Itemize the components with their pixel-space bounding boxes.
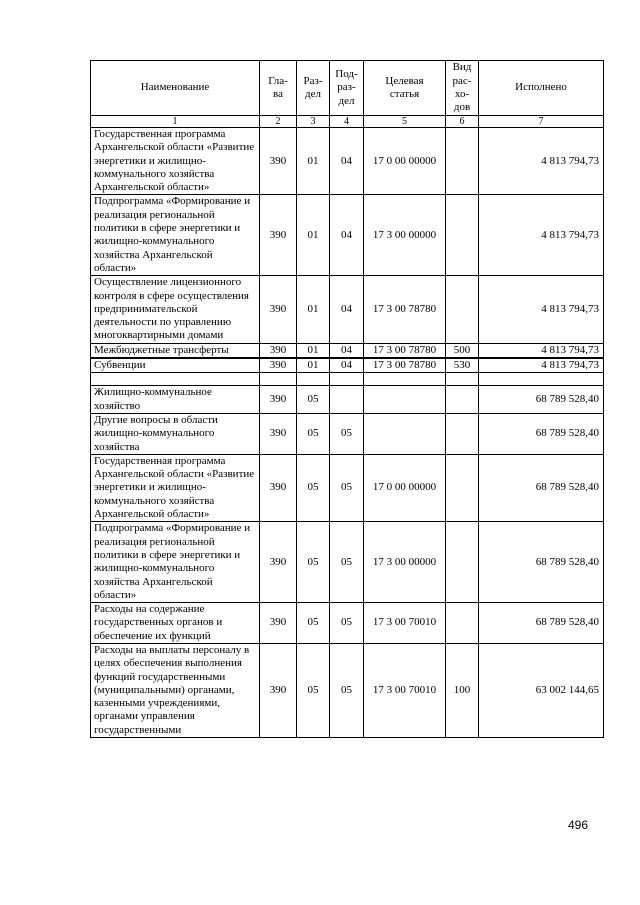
cell-podrazdel bbox=[330, 386, 364, 414]
cell-razdel: 01 bbox=[297, 276, 330, 343]
cell-podrazdel: 05 bbox=[330, 454, 364, 521]
cell-glava: 390 bbox=[260, 603, 297, 644]
cell-podrazdel: 05 bbox=[330, 413, 364, 454]
cell-vid bbox=[446, 386, 479, 414]
table-row bbox=[91, 195, 604, 276]
cell-name bbox=[91, 373, 260, 386]
table-row bbox=[91, 522, 604, 603]
cell-name: Субвенции bbox=[91, 358, 260, 373]
cell-name: Государственная программа Архангельской области «Развитие энергетики и жилищно-коммунального хозяйства Архангельской области» bbox=[91, 128, 260, 195]
cell-name: Жилищно-коммунальное хозяйство bbox=[91, 386, 260, 414]
cell-vid bbox=[446, 128, 479, 195]
column-number: 1 bbox=[91, 116, 260, 128]
cell-podrazdel: 04 bbox=[330, 276, 364, 343]
table-row bbox=[91, 454, 604, 521]
cell-glava: 390 bbox=[260, 386, 297, 414]
cell-target: 17 3 00 00000 bbox=[364, 522, 446, 603]
column-number: 7 bbox=[479, 116, 604, 128]
cell-target: 17 3 00 70010 bbox=[364, 603, 446, 644]
cell-podrazdel bbox=[330, 373, 364, 386]
column-number-row bbox=[91, 116, 604, 128]
cell-name: Государственная программа Архангельской области «Развитие энергетики и жилищно-коммунального хозяйства Архангельской области» bbox=[91, 454, 260, 521]
cell-glava: 390 bbox=[260, 643, 297, 737]
cell-razdel: 01 bbox=[297, 128, 330, 195]
cell-glava: 390 bbox=[260, 358, 297, 373]
cell-razdel: 05 bbox=[297, 643, 330, 737]
cell-vid bbox=[446, 522, 479, 603]
cell-target bbox=[364, 373, 446, 386]
budget-table bbox=[90, 60, 604, 738]
cell-name: Осуществление лицензионного контроля в сфере осуществления предпринимательской деятельности по управлению многоквартирными домами bbox=[91, 276, 260, 343]
cell-razdel: 05 bbox=[297, 603, 330, 644]
cell-target: 17 3 00 00000 bbox=[364, 195, 446, 276]
table-row bbox=[91, 373, 604, 386]
cell-glava: 390 bbox=[260, 522, 297, 603]
cell-executed: 68 789 528,40 bbox=[479, 413, 604, 454]
column-number: 3 bbox=[297, 116, 330, 128]
cell-executed: 68 789 528,40 bbox=[479, 454, 604, 521]
cell-vid bbox=[446, 603, 479, 644]
cell-target: 17 0 00 00000 bbox=[364, 128, 446, 195]
page-number: 496 bbox=[568, 818, 589, 832]
cell-name: Подпрограмма «Формирование и реализация региональной политики в сфере энергетики и жилищно-коммунального хозяйства Архангельской области» bbox=[91, 522, 260, 603]
cell-razdel: 05 bbox=[297, 522, 330, 603]
header-razdel: Раз- дел bbox=[297, 61, 330, 116]
cell-executed: 4 813 794,73 bbox=[479, 358, 604, 373]
cell-vid: 100 bbox=[446, 643, 479, 737]
cell-name: Другие вопросы в области жилищно-коммунального хозяйства bbox=[91, 413, 260, 454]
cell-podrazdel: 04 bbox=[330, 343, 364, 358]
cell-glava: 390 bbox=[260, 276, 297, 343]
cell-target: 17 0 00 00000 bbox=[364, 454, 446, 521]
cell-vid: 500 bbox=[446, 343, 479, 358]
table-row bbox=[91, 358, 604, 373]
cell-target: 17 3 00 70010 bbox=[364, 643, 446, 737]
cell-name: Расходы на содержание государственных органов и обеспечение их функций bbox=[91, 603, 260, 644]
column-number: 5 bbox=[364, 116, 446, 128]
cell-razdel: 01 bbox=[297, 358, 330, 373]
cell-vid: 530 bbox=[446, 358, 479, 373]
table-row bbox=[91, 603, 604, 644]
cell-target: 17 3 00 78780 bbox=[364, 276, 446, 343]
cell-executed bbox=[479, 373, 604, 386]
cell-glava: 390 bbox=[260, 413, 297, 454]
cell-razdel: 01 bbox=[297, 195, 330, 276]
cell-name: Расходы на выплаты персоналу в целях обеспечения выполнения функций государственными (муниципальными) органами, казенными учреждениями, органами управления государственными bbox=[91, 643, 260, 737]
column-number: 6 bbox=[446, 116, 479, 128]
cell-razdel: 05 bbox=[297, 386, 330, 414]
cell-target: 17 3 00 78780 bbox=[364, 343, 446, 358]
table-row bbox=[91, 643, 604, 737]
cell-vid bbox=[446, 454, 479, 521]
cell-razdel: 05 bbox=[297, 413, 330, 454]
header-name: Наименование bbox=[91, 61, 260, 116]
header-vid: Вид рас- хо- дов bbox=[446, 61, 479, 116]
table-row bbox=[91, 413, 604, 454]
header-row bbox=[91, 61, 604, 116]
table-row bbox=[91, 386, 604, 414]
cell-target bbox=[364, 413, 446, 454]
table-row bbox=[91, 343, 604, 358]
header-target: Целевая статья bbox=[364, 61, 446, 116]
cell-executed: 4 813 794,73 bbox=[479, 195, 604, 276]
cell-executed: 4 813 794,73 bbox=[479, 128, 604, 195]
cell-executed: 68 789 528,40 bbox=[479, 386, 604, 414]
cell-executed: 68 789 528,40 bbox=[479, 522, 604, 603]
cell-target bbox=[364, 386, 446, 414]
cell-razdel: 01 bbox=[297, 343, 330, 358]
header-executed: Исполнено bbox=[479, 61, 604, 116]
cell-vid bbox=[446, 276, 479, 343]
cell-razdel bbox=[297, 373, 330, 386]
cell-razdel: 05 bbox=[297, 454, 330, 521]
cell-podrazdel: 05 bbox=[330, 643, 364, 737]
cell-glava: 390 bbox=[260, 343, 297, 358]
cell-vid bbox=[446, 373, 479, 386]
cell-vid bbox=[446, 195, 479, 276]
cell-glava: 390 bbox=[260, 454, 297, 521]
column-number: 4 bbox=[330, 116, 364, 128]
cell-podrazdel: 05 bbox=[330, 603, 364, 644]
cell-podrazdel: 05 bbox=[330, 522, 364, 603]
cell-executed: 68 789 528,40 bbox=[479, 603, 604, 644]
cell-name: Межбюджетные трансферты bbox=[91, 343, 260, 358]
cell-glava bbox=[260, 373, 297, 386]
cell-name: Подпрограмма «Формирование и реализация региональной политики в сфере энергетики и жилищно-коммунального хозяйства Архангельской области» bbox=[91, 195, 260, 276]
cell-executed: 4 813 794,73 bbox=[479, 276, 604, 343]
cell-executed: 4 813 794,73 bbox=[479, 343, 604, 358]
cell-executed: 63 002 144,65 bbox=[479, 643, 604, 737]
header-podrazdel: Под- раз- дел bbox=[330, 61, 364, 116]
cell-glava: 390 bbox=[260, 128, 297, 195]
table-row bbox=[91, 128, 604, 195]
table-body bbox=[91, 128, 604, 738]
cell-vid bbox=[446, 413, 479, 454]
cell-podrazdel: 04 bbox=[330, 195, 364, 276]
column-number: 2 bbox=[260, 116, 297, 128]
cell-glava: 390 bbox=[260, 195, 297, 276]
cell-podrazdel: 04 bbox=[330, 358, 364, 373]
cell-podrazdel: 04 bbox=[330, 128, 364, 195]
header-glava: Гла- ва bbox=[260, 61, 297, 116]
cell-target: 17 3 00 78780 bbox=[364, 358, 446, 373]
table-row bbox=[91, 276, 604, 343]
